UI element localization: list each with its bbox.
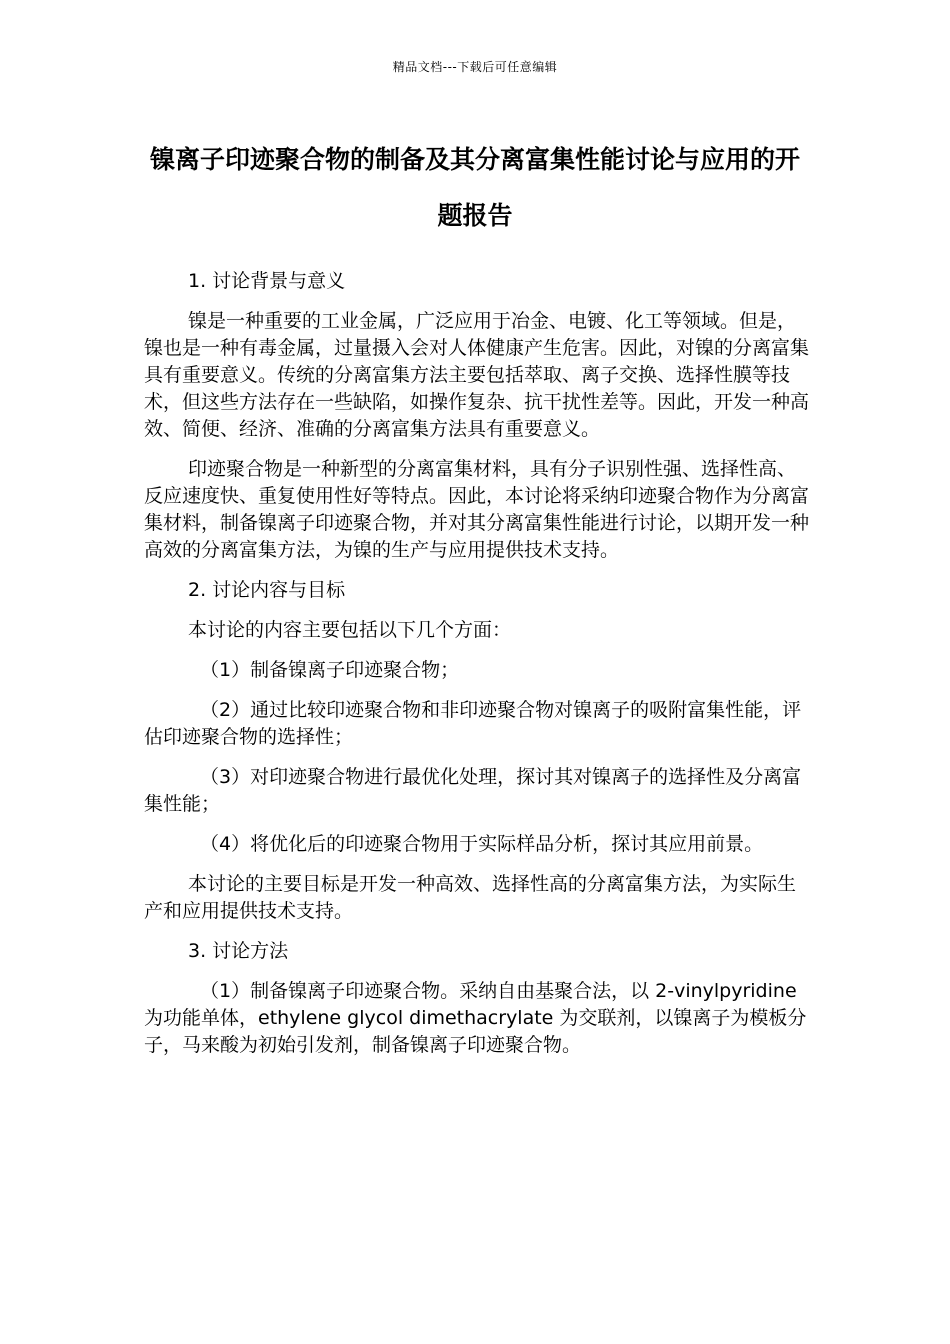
section-heading-methods: 3. 讨论方法	[188, 940, 289, 962]
list-item-content-2: （2）通过比较印迹聚合物和非印迹聚合物对镍离子的吸附富集性能，评估印迹聚合物的选择性；	[144, 699, 802, 748]
list-item-method-1: （1）制备镍离子印迹聚合物。采纳自由基聚合法，以 2-vinylpyridine 为功能单体，ethylene glycol dimethacrylate 为交联剂，以镍离子为模板分子，马来酸为初始引发剂，制备镍离子印迹聚合物。	[144, 980, 807, 1056]
section-heading-background: 1. 讨论背景与意义	[188, 270, 346, 292]
section-heading-content-goals: 2. 讨论内容与目标	[188, 579, 346, 601]
list-item-content-1: （1）制备镍离子印迹聚合物；	[200, 659, 460, 681]
paragraph-background-2: 印迹聚合物是一种新型的分离富集材料，具有分子识别性强、选择性高、反应速度快、重复使用性好等特点。因此，本讨论将采纳印迹聚合物作为分离富集材料，制备镍离子印迹聚合物，并对其分离富集性能进行讨论，以期开发一种高效的分离富集方法，为镍的生产与应用提供技术支持。	[144, 458, 810, 561]
document-body	[144, 268, 814, 1072]
paragraph-content-intro: 本讨论的内容主要包括以下几个方面：	[188, 619, 512, 641]
paragraph-background-1: 镍是一种重要的工业金属，广泛应用于冶金、电镀、化工等领域。但是，镍也是一种有毒金属，过量摄入会对人体健康产生危害。因此，对镍的分离富集具有重要意义。传统的分离富集方法主要包括萃取、离子交换、选择性膜等技术，但这些方法存在一些缺陷，如操作复杂、抗干扰性差等。因此，开发一种高效、简便、经济、准确的分离富集方法具有重要意义。	[144, 310, 810, 440]
list-item-content-3: （3）对印迹聚合物进行最优化处理，探讨其对镍离子的选择性及分离富集性能；	[144, 766, 802, 815]
header-note: 精品文档---下载后可任意编辑	[392, 60, 558, 74]
document-title: 镍离子印迹聚合物的制备及其分离富集性能讨论与应用的开题报告	[149, 145, 800, 230]
paragraph-goal: 本讨论的主要目标是开发一种高效、选择性高的分离富集方法，为实际生产和应用提供技术支持。	[144, 873, 797, 922]
list-item-content-4: （4）将优化后的印迹聚合物用于实际样品分析，探讨其应用前景。	[200, 833, 764, 855]
